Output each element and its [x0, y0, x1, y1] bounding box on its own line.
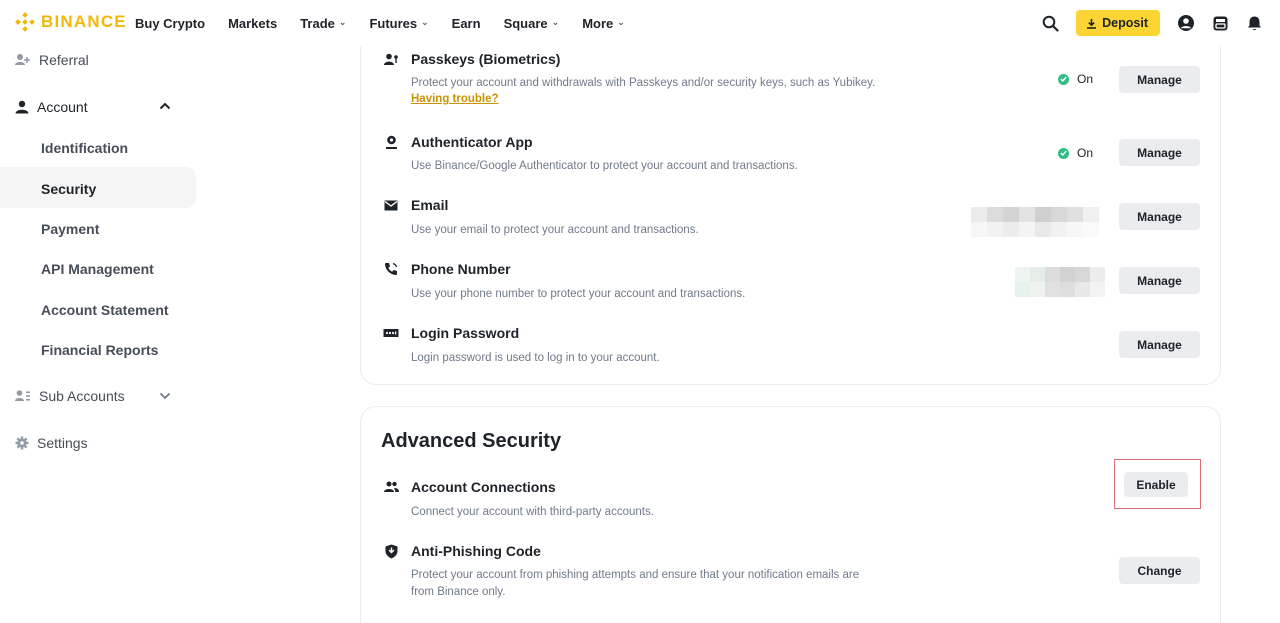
chevron-down-icon[interactable] [159, 392, 171, 400]
mail-icon [383, 197, 399, 213]
nav-markets[interactable] [228, 16, 277, 31]
sidebar-label: Referral [39, 52, 89, 68]
nav-earn[interactable] [452, 16, 481, 31]
change-anti-phishing-button[interactable]: Change [1119, 557, 1200, 584]
status-passkeys [1058, 72, 1093, 86]
having-trouble-link[interactable]: Having trouble? [411, 93, 499, 105]
status-authenticator [1058, 146, 1093, 160]
sidebar-label: Account [37, 99, 88, 115]
row-desc-passkeys: Protect your account and withdrawals with Passkeys and/or security keys, such as Yubikey. [411, 77, 876, 89]
nav-label: Square [503, 15, 548, 31]
row-desc-email: Use your email to protect your account and transactions. [411, 224, 699, 236]
chevron-down-icon: ⌄ [421, 16, 429, 27]
status-text: On [1077, 72, 1094, 86]
user-icon[interactable] [1176, 13, 1196, 33]
connections-icon [383, 479, 399, 495]
check-circle-icon [1058, 148, 1069, 159]
row-title-account-connections: Account Connections [411, 479, 556, 495]
row-title-email: Email [411, 197, 449, 213]
user-icon [15, 100, 29, 114]
row-title-phone: Phone Number [411, 261, 511, 277]
gear-icon [15, 436, 29, 450]
nav-label: Earn [451, 15, 481, 31]
deposit-label: Deposit [1102, 16, 1148, 30]
sub-accounts-icon [15, 389, 31, 403]
check-circle-icon [1058, 74, 1069, 85]
row-desc-anti-phishing-line1: Protect your account from phishing attempts and ensure that your notification emails are [411, 569, 860, 581]
phone-icon [383, 261, 399, 277]
sidebar-item-sub-accounts[interactable] [15, 388, 125, 404]
top-header [0, 0, 1280, 46]
nav-buy-crypto[interactable] [135, 16, 205, 31]
manage-login-password-button[interactable]: Manage [1119, 331, 1200, 358]
sidebar-item-referral[interactable] [15, 52, 89, 68]
header-actions [1026, 0, 1264, 46]
manage-passkeys-button[interactable]: Manage [1119, 66, 1200, 93]
sidebar-item-identification[interactable]: Identification [41, 140, 129, 156]
nav-label: Trade [300, 15, 335, 31]
row-desc-account-connections: Connect your account with third-party accounts. [411, 506, 654, 518]
nav-square[interactable] [504, 16, 560, 31]
row-desc-login-password: Login password is used to log in to your account. [411, 352, 660, 364]
sidebar-item-financial-reports[interactable]: Financial Reports [41, 342, 159, 358]
nav-label: Futures [369, 15, 418, 31]
binance-logo-icon [15, 12, 35, 32]
sidebar-item-account-statement[interactable]: Account Statement [41, 302, 169, 318]
add-user-icon [15, 53, 31, 67]
chevron-down-icon: ⌄ [551, 16, 560, 27]
authenticator-icon [383, 134, 399, 150]
main-nav [135, 0, 648, 46]
masked-phone-value [1015, 267, 1105, 297]
nav-trade[interactable] [300, 16, 346, 31]
nav-label: Markets [228, 15, 278, 31]
row-desc-anti-phishing-line2: from Binance only. [411, 586, 506, 598]
row-desc-authenticator: Use Binance/Google Authenticator to protect your account and transactions. [411, 160, 798, 172]
sidebar-label: Settings [37, 435, 88, 451]
manage-email-button[interactable]: Manage [1119, 203, 1200, 230]
sidebar-item-settings[interactable] [15, 435, 88, 451]
sidebar-item-account[interactable] [15, 99, 88, 115]
row-title-anti-phishing: Anti-Phishing Code [411, 543, 541, 559]
binance-logo[interactable] [15, 12, 127, 32]
shield-icon [383, 543, 399, 559]
sidebar-item-api-management[interactable]: API Management [41, 261, 154, 277]
logo-text: BINANCE [41, 12, 127, 31]
sidebar-item-security[interactable]: Security [41, 181, 97, 197]
chevron-up-icon[interactable] [159, 102, 171, 110]
manage-authenticator-button[interactable]: Manage [1119, 139, 1200, 166]
chevron-down-icon: ⌄ [617, 16, 625, 27]
nav-futures[interactable] [369, 16, 428, 31]
bell-icon[interactable] [1244, 13, 1264, 33]
active-item-highlight [0, 167, 196, 208]
nav-label: More [582, 15, 614, 31]
row-title-login-password: Login Password [411, 325, 520, 341]
row-title-passkeys: Passkeys (Biometrics) [411, 51, 561, 67]
password-icon [383, 325, 399, 341]
status-text: On [1077, 146, 1094, 160]
manage-phone-button[interactable]: Manage [1119, 267, 1200, 294]
enable-account-connections-button[interactable]: Enable [1124, 472, 1188, 497]
chevron-down-icon: ⌄ [338, 16, 347, 27]
sidebar-item-payment[interactable]: Payment [41, 221, 100, 237]
nav-label: Buy Crypto [135, 15, 206, 31]
row-desc-phone: Use your phone number to protect your account and transactions. [411, 288, 746, 300]
sidebar-label: Sub Accounts [39, 388, 125, 404]
nav-more[interactable] [582, 16, 625, 31]
passkey-icon [383, 51, 399, 67]
advanced-security-title: Advanced Security [381, 430, 562, 452]
masked-email-value [971, 207, 1099, 237]
deposit-button[interactable] [1076, 10, 1160, 36]
download-icon [1086, 18, 1097, 29]
wallet-icon[interactable] [1210, 13, 1230, 33]
search-icon[interactable] [1040, 13, 1060, 33]
row-title-authenticator: Authenticator App [411, 134, 533, 150]
